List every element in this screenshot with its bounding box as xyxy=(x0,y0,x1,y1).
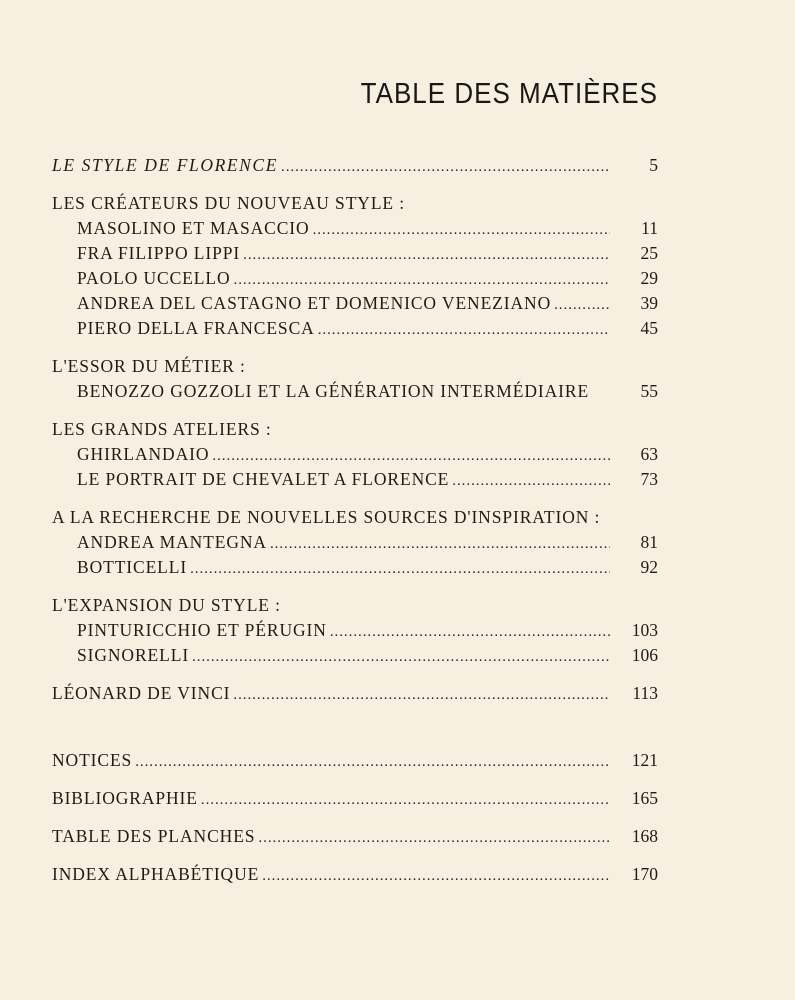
toc-page-number: 5 xyxy=(649,155,658,175)
toc-page-number: 103 xyxy=(631,620,658,640)
toc-entry-portrait[interactable] xyxy=(52,469,658,494)
dot-leader xyxy=(452,473,610,490)
dot-leader xyxy=(234,272,611,289)
toc-page-number: 113 xyxy=(632,683,658,703)
dot-leader xyxy=(318,322,610,339)
page-title: TABLE DES MATIÈRES xyxy=(360,76,658,110)
toc-entry-uccello[interactable] xyxy=(52,268,658,293)
toc-entry-index[interactable] xyxy=(52,864,658,889)
toc-page-number: 81 xyxy=(640,532,658,552)
toc-page-number: 92 xyxy=(640,557,658,577)
toc-entry-label: LÉONARD DE VINCI xyxy=(52,683,231,703)
section-heading-essor: L'ESSOR DU MÉTIER : xyxy=(52,356,246,376)
dot-leader xyxy=(313,222,610,239)
section-heading-expansion: L'EXPANSION DU STYLE : xyxy=(52,595,281,615)
dot-leader xyxy=(281,159,610,176)
toc-entry-label: TABLE DES PLANCHES xyxy=(52,826,256,846)
toc-page-number: 73 xyxy=(640,469,658,489)
dot-leader xyxy=(330,624,610,641)
toc-page-number: 39 xyxy=(640,293,658,313)
toc-entry-planches[interactable] xyxy=(52,826,658,851)
dot-leader xyxy=(262,868,610,885)
toc-entry-pinturicchio[interactable] xyxy=(52,620,658,645)
toc-entry-castagno[interactable] xyxy=(52,293,658,318)
toc-entry-bibliographie[interactable] xyxy=(52,788,658,813)
section-heading-ateliers: LES GRANDS ATELIERS : xyxy=(52,419,272,439)
toc-entry-piero[interactable] xyxy=(52,318,658,343)
toc-entry-ghirlandaio[interactable] xyxy=(52,444,658,469)
toc-entry-gozzoli[interactable] xyxy=(52,381,658,406)
toc-page-number: 11 xyxy=(641,218,658,238)
toc-entry-label: PINTURICCHIO ET PÉRUGIN xyxy=(77,620,327,640)
section-heading-createurs: LES CRÉATEURS DU NOUVEAU STYLE : xyxy=(52,193,406,213)
toc-page-number: 25 xyxy=(640,243,658,263)
toc-entry-label: PIERO DELLA FRANCESCA xyxy=(77,318,315,338)
dot-leader xyxy=(135,754,610,771)
dot-leader xyxy=(233,687,610,704)
toc-entry-lippi[interactable] xyxy=(52,243,658,268)
dot-leader xyxy=(201,792,610,809)
toc-entry-label: INDEX ALPHABÉTIQUE xyxy=(52,864,260,884)
dot-leader xyxy=(554,297,610,314)
section-heading-recherche: A LA RECHERCHE DE NOUVELLES SOURCES D'INSPIRATION : xyxy=(52,507,601,527)
toc-entry-label: ANDREA DEL CASTAGNO ET DOMENICO VENEZIANO xyxy=(77,293,552,313)
toc-entry-label: BENOZZO GOZZOLI ET LA GÉNÉRATION INTERMÉDIAIRE xyxy=(77,381,590,401)
dot-leader xyxy=(243,247,610,264)
toc-page-number: 121 xyxy=(631,750,658,770)
dot-leader xyxy=(258,830,610,847)
toc-entry-label: BIBLIOGRAPHIE xyxy=(52,788,198,808)
toc-page-number: 168 xyxy=(631,826,658,846)
toc-entry-notices[interactable] xyxy=(52,750,658,775)
toc-entry-signorelli[interactable] xyxy=(52,645,658,670)
toc-page-number: 170 xyxy=(631,864,658,884)
toc-page-number: 106 xyxy=(631,645,658,665)
toc-entry-label: BOTTICELLI xyxy=(77,557,188,577)
toc-entry-label: SIGNORELLI xyxy=(77,645,190,665)
dot-leader xyxy=(192,649,610,666)
toc-entry-label: MASOLINO ET MASACCIO xyxy=(77,218,310,238)
toc-page-number: 165 xyxy=(631,788,658,808)
toc-entry-label: PAOLO UCCELLO xyxy=(77,268,231,288)
toc-entry-label: NOTICES xyxy=(52,750,133,770)
toc-entry-botticelli[interactable] xyxy=(52,557,658,582)
toc-entry-label: LE PORTRAIT DE CHEVALET A FLORENCE xyxy=(77,469,450,489)
toc-page-number: 29 xyxy=(640,268,658,288)
toc-page-number: 45 xyxy=(640,318,658,338)
toc-entry-mantegna[interactable] xyxy=(52,532,658,557)
toc-page-number: 55 xyxy=(640,381,658,401)
dot-leader xyxy=(270,536,610,553)
toc-entry-masolino[interactable] xyxy=(52,218,658,243)
toc-entry-label: FRA FILIPPO LIPPI xyxy=(77,243,241,263)
toc-entry-label: ANDREA MANTEGNA xyxy=(77,532,267,552)
dot-leader xyxy=(212,448,610,465)
toc-entry-leonard[interactable] xyxy=(52,683,658,708)
toc-entry-style-de-florence[interactable] xyxy=(52,155,658,180)
toc-entry-label: LE STYLE DE FLORENCE xyxy=(52,155,278,175)
dot-leader xyxy=(190,561,610,578)
table-of-contents xyxy=(52,155,658,889)
toc-page-number: 63 xyxy=(640,444,658,464)
toc-entry-label: GHIRLANDAIO xyxy=(77,444,210,464)
